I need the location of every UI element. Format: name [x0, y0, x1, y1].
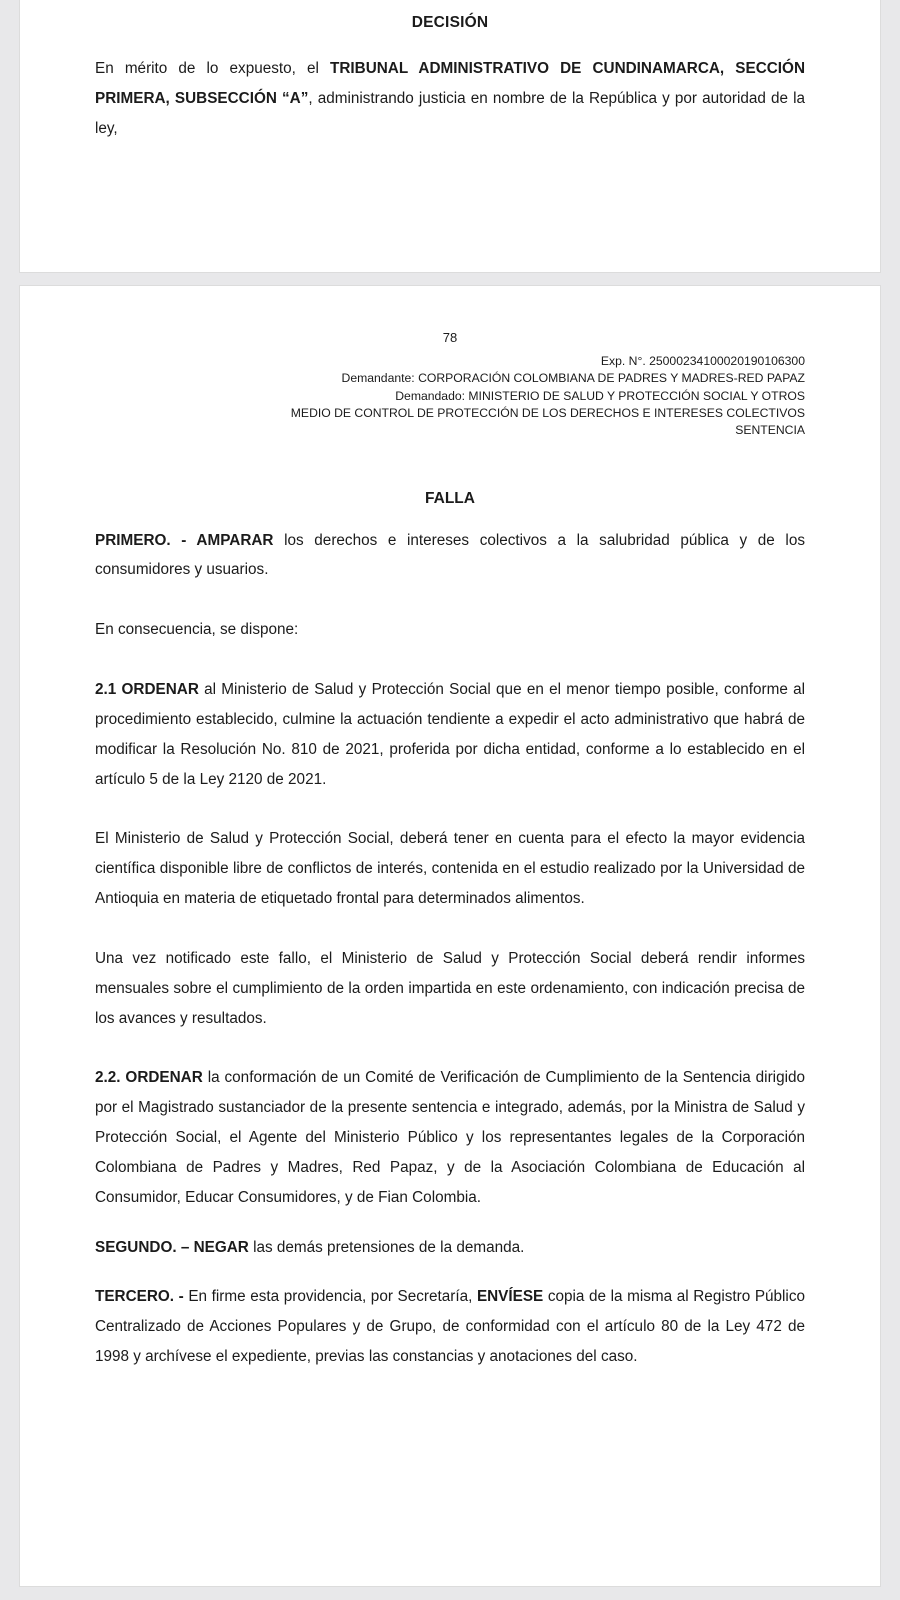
tribunal-name: TRIBUNAL ADMINISTRATIVO DE CUNDINAMARCA, SECCIÓN PRIMERA, SUBSECCIÓN “A”: [95, 60, 805, 107]
spacer: [95, 814, 805, 824]
item-tercero-text-1: En firme esta providencia, por Secretaría,: [183, 1288, 477, 1306]
item-2-2-text: la conformación de un Comité de Verificación de Cumplimiento de la Sentencia dirigido por el Magistrado sustanciador de la presente sentencia e integrado, además, por la Ministra de Salud y Protección Social, el Agente del Ministerio Público y los representantes legales de la Corporación Colombiana de Padres y Madres, Red Papaz, y de la Asociación Colombiana de Educación al Consumidor, Educar Consumidores, y de Fian Colombia.: [95, 1069, 805, 1206]
document-page-top: [20, 0, 880, 272]
item-tercero: [95, 1282, 805, 1371]
item-segundo: [95, 1233, 805, 1263]
decision-paragraph-prefix: En mérito de lo expuesto, el: [95, 60, 330, 77]
document-header-block: [95, 353, 805, 440]
document-page-bottom: [20, 286, 880, 1586]
page-separator: [0, 272, 900, 286]
spacer: [95, 605, 805, 615]
spacer: [95, 934, 805, 944]
item-primero-text: los derechos e intereses colectivos a la salubridad pública y de los consumidores y usuarios.: [95, 531, 805, 579]
falla-title: FALLA: [425, 489, 475, 507]
spacer: [95, 1053, 805, 1063]
spacer: [95, 665, 805, 675]
consecuencia-line: En consecuencia, se dispone:: [95, 621, 299, 639]
item-primero: [95, 526, 805, 586]
decision-paragraph-suffix: , administrando justicia en nombre de la República y por autoridad de la ley,: [95, 89, 806, 137]
header-expediente: Exp. N°. 25000234100020190106300: [600, 354, 805, 368]
item-primero-label: PRIMERO. - AMPARAR: [95, 531, 274, 549]
item-2-1-label: 2.1 ORDENAR: [95, 681, 199, 699]
page-number: 78: [442, 330, 458, 345]
item-2-1-text: al Ministerio de Salud y Protección Social que en el menor tiempo posible, conforme al procedimiento establecido, culmine la actuación tendiente a expedir el acto administrativo que habrá de modificar la Resolución No. 810 de 2021, proferida por dicha entidad, conforme a lo establecido en el artículo 5 de la Ley 2120 de 2021.: [95, 681, 805, 788]
item-segundo-label: SEGUNDO. – NEGAR: [95, 1238, 249, 1256]
item-2-2-label: 2.2. ORDENAR: [95, 1069, 203, 1087]
item-2-2: [95, 1063, 805, 1212]
header-sentencia: SENTENCIA: [735, 423, 805, 438]
item-tercero-label: TERCERO. -: [95, 1288, 184, 1306]
decision-paragraph: [95, 54, 805, 143]
item-2-1: [95, 675, 805, 794]
header-medio-control: MEDIO DE CONTROL DE PROTECCIÓN DE LOS DERECHOS E INTERESES COLECTIVOS: [290, 405, 805, 420]
item-segundo-text: las demás pretensiones de la demanda.: [248, 1238, 525, 1256]
header-demandado: Demandado: MINISTERIO DE SALUD Y PROTECCIÓN SOCIAL Y OTROS: [395, 388, 805, 403]
paragraph-informes: Una vez notificado este fallo, el Ministerio de Salud y Protección Social deberá rendir informes mensuales sobre el cumplimiento de la orden impartida en este ordenamiento, con indicación precisa de los avances y resultados.: [95, 949, 805, 1027]
paragraph-evidencia: El Ministerio de Salud y Protección Social, deberá tener en cuenta para el efecto la mayor evidencia científica disponible libre de conflictos de interés, contenida en el estudio realizado por la Universidad de Antioquia en materia de etiquetado frontal para determinados alimentos.: [95, 830, 805, 908]
header-demandante: Demandante: CORPORACIÓN COLOMBIANA DE PADRES Y MADRES-RED PAPAZ: [341, 371, 805, 386]
item-tercero-text-2: copia de la misma al Registro Público Centralizado de Acciones Populares y de Grupo, de conformidad con el artículo 80 de la Ley 472 de 1998 y archívese el expediente, previas las constancias y anotaciones del caso.: [95, 1288, 805, 1366]
page-title: DECISIÓN: [411, 14, 489, 31]
item-tercero-enviese: ENVÍESE: [476, 1288, 544, 1306]
